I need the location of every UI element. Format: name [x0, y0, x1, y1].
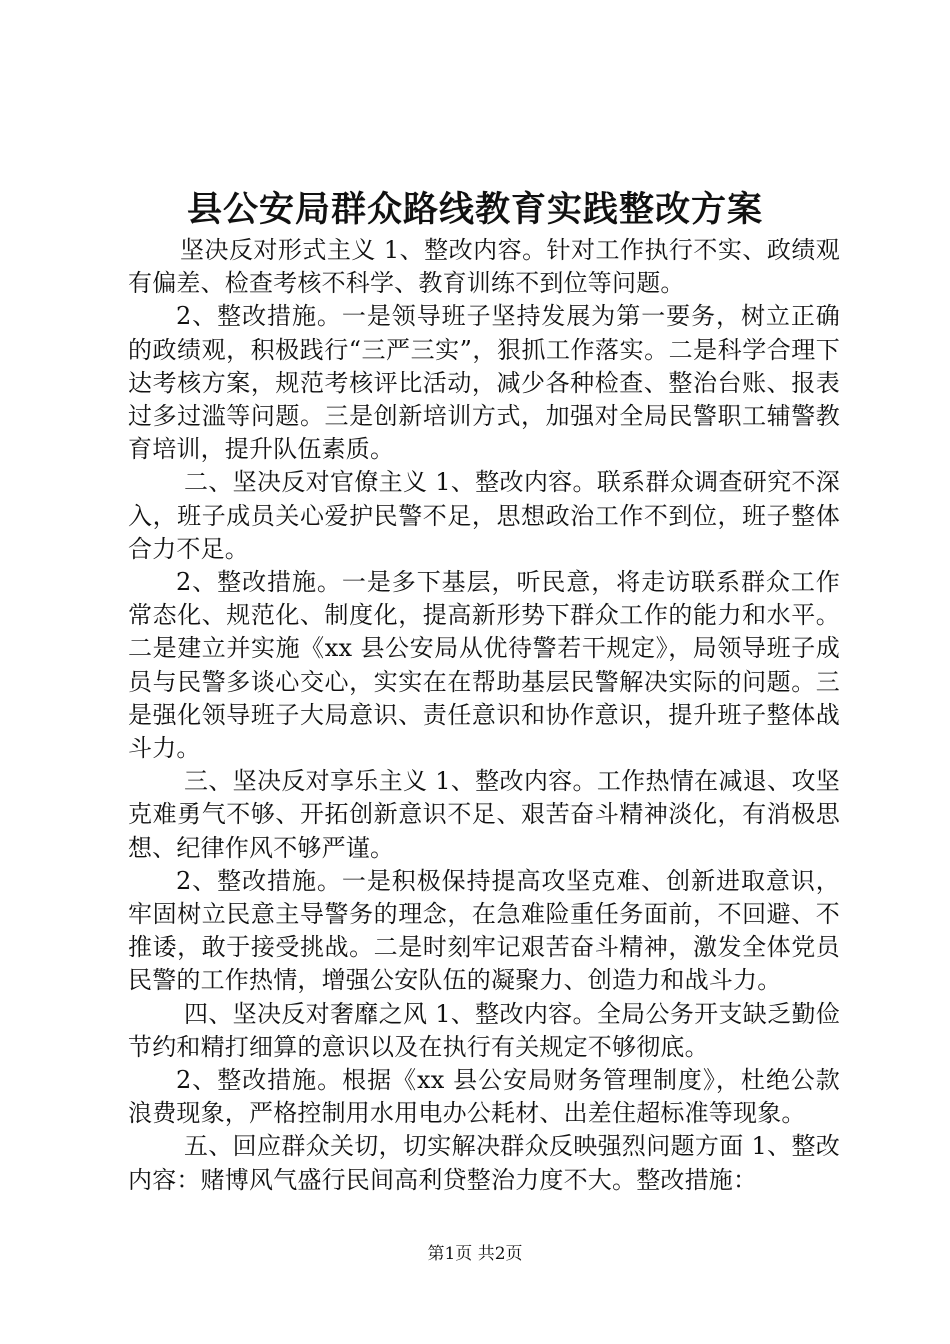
paragraph-4: 2、整改措施。一是多下基层，听民意，将走访联系群众工作常态化、规范化、制度化，提高新形势下群众工作的能力和水平。二是建立并实施《xx 县公安局从优待警若干规定》，局领导班子成员与民警多谈心交心，实实在在帮助基层民警解决实际的问题。三是强化领导班子大局意识、责任意识和协作意识，提升班子整体战斗力。: [128, 568, 840, 763]
paragraph-5: 三、坚决反对享乐主义 1、整改内容。工作热情在减退、攻坚克难勇气不够、开拓创新意识不足、艰苦奋斗精神淡化，有消极思想、纪律作风不够严谨。: [128, 767, 840, 862]
paragraph-1: 坚决反对形式主义 1、整改内容。针对工作执行不实、政绩观有偏差、检查考核不科学、教育训练不到位等问题。: [128, 236, 840, 298]
paragraph-6: 2、整改措施。一是积极保持提高攻坚克难、创新进取意识，牢固树立民意主导警务的理念，在急难险重任务面前，不回避、不推诿，敢于接受挑战。二是时刻牢记艰苦奋斗精神，激发全体党员民警的工作热情，增强公安队伍的凝聚力、创造力和战斗力。: [128, 866, 840, 995]
paragraph-7: 四、坚决反对奢靡之风 1、整改内容。全局公务开支缺乏勤俭节约和精打细算的意识以及在执行有关规定不够彻底。: [128, 999, 840, 1061]
paragraph-3: 二、坚决反对官僚主义 1、整改内容。联系群众调查研究不深入，班子成员关心爱护民警不足，思想政治工作不到位，班子整体合力不足。: [128, 468, 840, 563]
document-body: [128, 234, 840, 1197]
paragraph-9: 五、回应群众关切，切实解决群众反映强烈问题方面 1、整改内容：赌博风气盛行民间高利贷整治力度不大。整改措施：: [128, 1132, 840, 1194]
page-number-footer: 第1页 共2页: [427, 1244, 523, 1264]
paragraph-2: 2、整改措施。一是领导班子坚持发展为第一要务，树立正确的政绩观，积极践行“三严三实”，狠抓工作落实。二是科学合理下达考核方案，规范考核评比活动，减少各种检查、整治台账、报表过多过滥等问题。三是创新培训方式，加强对全局民警职工辅警教育培训，提升队伍素质。: [128, 302, 840, 464]
document-title: 县公安局群众路线教育实践整改方案: [186, 189, 763, 230]
paragraph-8: 2、整改措施。根据《xx 县公安局财务管理制度》，杜绝公款浪费现象，严格控制用水用电办公耗材、出差住超标准等现象。: [128, 1066, 840, 1128]
